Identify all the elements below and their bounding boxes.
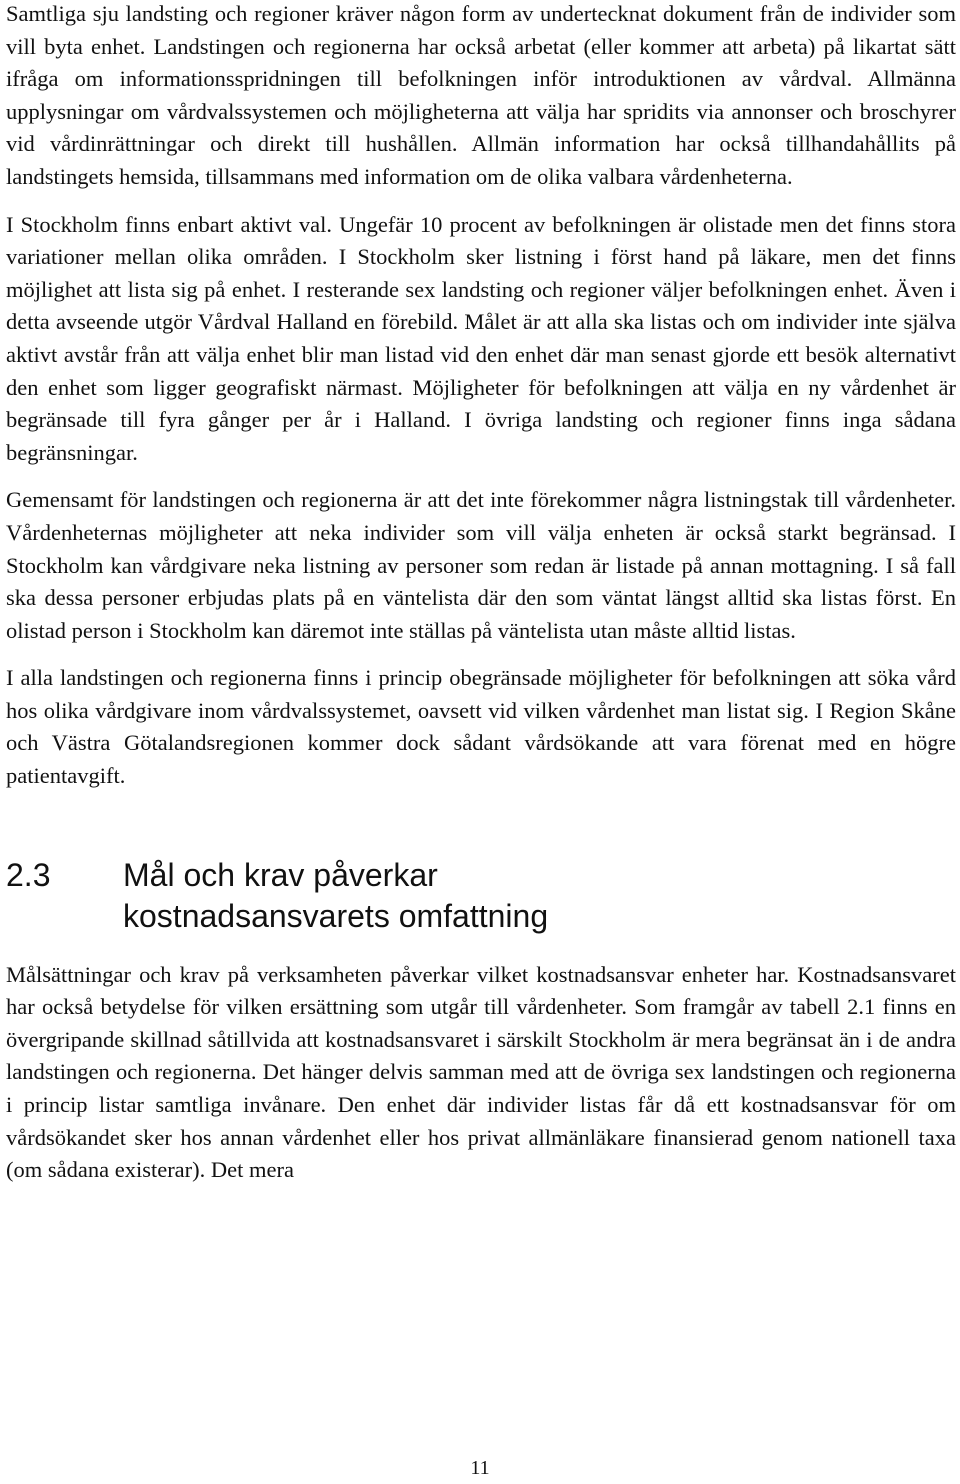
paragraph-gap (6, 469, 956, 484)
section-heading (6, 855, 956, 937)
section-gap (6, 793, 956, 855)
page-number: 11 (470, 1457, 490, 1479)
paragraph-cost-responsibility: Målsättningar och krav på verksamheten påverkar vilket kostnadsansvar enheter har. Kostnadsansvaret har också betydelse för vilken ersättning som utgår till vårdenheter. Som framgår av tabell 2.1 finns en övergripande skillnad såtillvida att kostnadsansvaret i särskilt Stockholm är mera begränsat än i de andra landstingen och regionerna. Det hänger delvis samman med att de övriga sex landstingen och regionerna i princip listar samtliga invånare. Den enhet där individer listas får då ett kostnadsansvar för om vårdsökandet sker hos annan vårdenhet eller hos privat allmänläkare finansierad genom nationell taxa (om sådana existerar). Det mera (6, 961, 956, 1183)
paragraph-document-signature-info: Samtliga sju landsting och regioner kräver någon form av undertecknat dokument från de individer som vill byta enhet. Landstingen och regionerna har också arbetat (eller kommer att arbeta) på likartat sätt ifråga om informationsspridningen till befolkningen inför introduktionen av vårdval. Allmänna upplysningar om vårdvalssystemen och möjligheterna att välja har spridits via annonser och broschyrer vid vårdinrättningar och direkt till hushållen. Allmän information har också tillhandahållits på landstingets hemsida, tillsammans med information om de olika valbara vårdenheterna. (6, 1, 956, 189)
section-title: Mål och krav påverkar kostnadsansvarets omfattning (123, 856, 549, 934)
paragraph-care-seeking: I alla landstingen och regionerna finns i princip obegränsade möjligheter för befolkningen att söka vård hos olika vårdgivare inom vårdvalssystemet, oavsett vid vilken vårdenhet man listat sig. I Region Skåne och Västra Götalandsregionen kommer dock sådant vårdsökande att vara förenat med en högre patientavgift. (6, 665, 956, 789)
paragraph-gap (6, 194, 956, 209)
paragraph-listing-caps: Gemensamt för landstingen och regionerna är att det inte förekommer några listningstak till vårdenheter. Vårdenheternas möjligheter att neka individer som vill välja enheten är också starkt begränsad. I Stockholm kan vårdgivare neka listning av personer som redan är listade på annan mottagning. I så fall ska dessa personer erbjudas plats på en väntelista där den som väntat längst alltid ska listas först. En olistad person i Stockholm kan däremot inte ställas på väntelista utan måste alltid listas. (6, 487, 956, 643)
document-page (6, 0, 956, 1187)
paragraph-stockholm-listing: I Stockholm finns enbart aktivt val. Ungefär 10 procent av befolkningen är olistade men det finns stora variationer mellan olika områden. I Stockholm sker listning i först hand på läkare, men det finns möjlighet att lista sig på enhet. I resterande sex landsting och regioner väljer befolkningen enhet. Även i detta avseende utgör Vårdval Halland en förebild. Målet är att alla ska listas och om individer inte själva aktivt avstår från att välja enhet blir man listad vid den enhet där man senast gjorde ett besök alternativt den enhet som ligger geografiskt närmast. Möjligheter för befolkningen att välja en ny vårdenhet är begränsade till fyra gånger per år i Halland. I övriga landsting och regioner finns inga sådana begränsningar. (6, 211, 956, 465)
paragraph-gap (6, 647, 956, 662)
section-number: 2.3 (6, 856, 51, 893)
